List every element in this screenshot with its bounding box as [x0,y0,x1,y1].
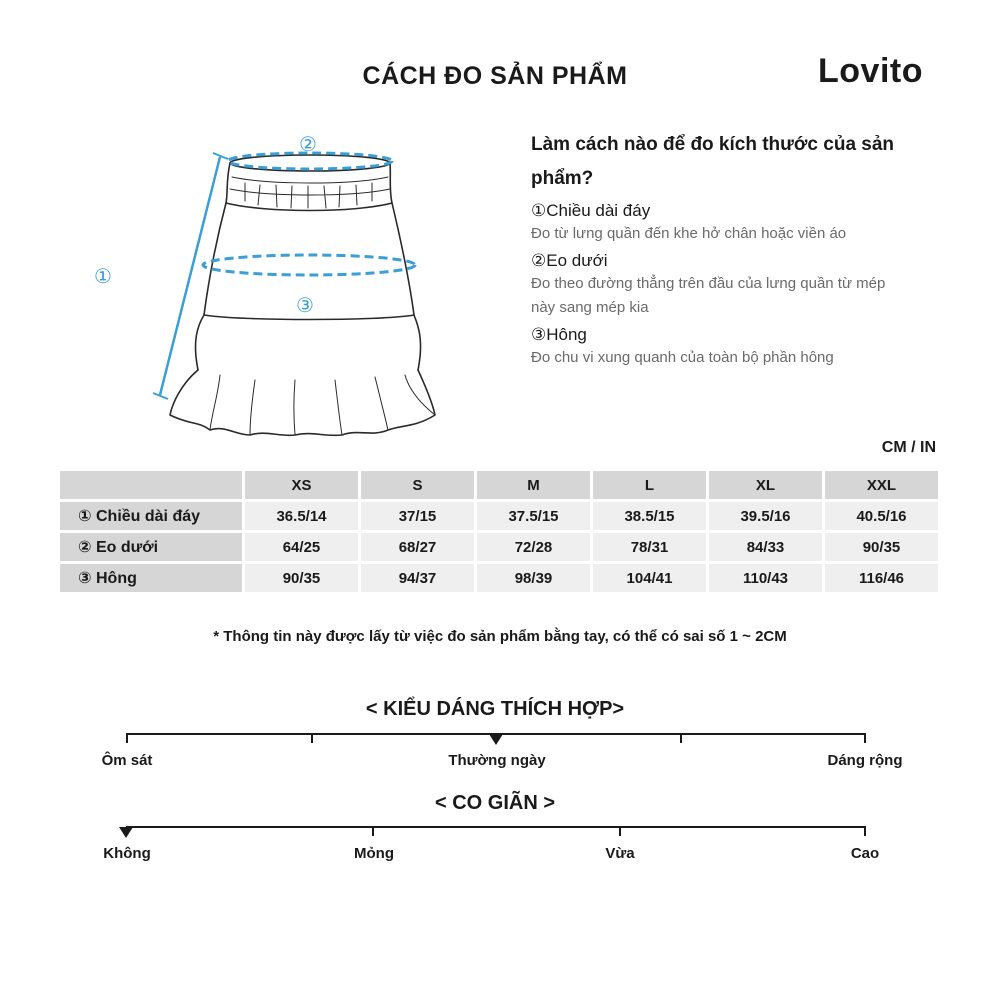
table-cell: 72/28 [477,533,590,561]
guide-item-desc: Đo chu vi xung quanh của toàn bộ phần hông [531,349,834,366]
marker-length: ① [94,266,112,288]
size-table [57,468,941,595]
unit-label: CM / IN [881,439,936,456]
row-label: ① Chiều dài đáy [60,502,242,530]
stretch-label-slight: Mỏng [354,845,394,862]
length-guide [160,157,220,395]
guide-item-waist [531,250,951,320]
size-header-xl: XL [709,471,822,499]
table-cell: 78/31 [593,533,706,561]
stretch-label-high: Cao [850,845,880,862]
marker-hip: ③ [296,295,314,317]
fit-label-tight: Ôm sát [101,752,153,769]
table-cell: 64/25 [245,533,358,561]
measurement-guide [531,128,951,370]
page-title: CÁCH ĐO SẢN PHẨM [362,62,628,90]
table-row [60,564,938,592]
table-cell: 98/39 [477,564,590,592]
table-row [60,533,938,561]
table-cell: 94/37 [361,564,474,592]
row-label: ③ Hông [60,564,242,592]
table-cell: 39.5/16 [709,502,822,530]
row-label: ② Eo dưới [60,533,242,561]
stretch-scale-tick [372,826,374,836]
stretch-scale-line [126,826,866,828]
size-header-l: L [593,471,706,499]
measurement-guides [153,153,415,399]
stretch-scale-tick [864,826,866,836]
table-cell: 38.5/15 [593,502,706,530]
size-header-row [60,471,938,499]
table-cell: 37.5/15 [477,502,590,530]
fit-scale-tick [680,733,682,743]
stretch-scale-marker [119,827,133,838]
fit-scale-tick [126,733,128,743]
guide-item-hip [531,324,951,370]
table-cell: 37/15 [361,502,474,530]
stretch-label-none: Không [103,845,151,862]
skirt-measurement-figure [80,125,440,455]
table-cell: 40.5/16 [825,502,938,530]
stretch-scale-title: < CO GIÃN > [434,792,556,814]
guide-item-desc: Đo từ lưng quần đến khe hở chân hoặc viền áo [531,225,847,242]
fit-label-loose: Dáng rộng [827,752,903,769]
table-cell: 90/35 [245,564,358,592]
table-cell: 68/27 [361,533,474,561]
table-row [60,502,938,530]
table-cell: 116/46 [825,564,938,592]
measurement-note: * Thông tin này được lấy từ việc đo sản phẩm bằng tay, có thể có sai số 1 ~ 2CM [213,628,787,645]
fit-scale-marker [489,734,503,745]
guide-item-title: ①Chiều dài đáy [531,201,651,220]
size-header-xs: XS [245,471,358,499]
guide-item-desc: Đo theo đường thẳng trên đầu của lưng quần từ mép này sang mép kia [531,275,886,316]
skirt-illustration [80,125,440,455]
table-cell: 90/35 [825,533,938,561]
fit-scale-title: < KIỂU DÁNG THÍCH HỢP> [365,698,625,720]
table-cell: 84/33 [709,533,822,561]
table-cell: 104/41 [593,564,706,592]
guide-question: Làm cách nào để đo kích thước của sản phẩm? [531,134,895,189]
fit-label-regular: Thường ngày [448,752,546,769]
table-cell: 110/43 [709,564,822,592]
stretch-label-medium: Vừa [605,845,635,862]
stretch-scale-tick [619,826,621,836]
guide-item-length [531,200,951,246]
fit-scale-tick [864,733,866,743]
guide-item-title: ②Eo dưới [531,251,608,270]
header-blank-cell [60,471,242,499]
table-cell: 36.5/14 [245,502,358,530]
size-header-s: S [361,471,474,499]
size-header-xxl: XXL [825,471,938,499]
brand-logo: Lovito [818,52,923,90]
fit-scale-tick [311,733,313,743]
size-header-m: M [477,471,590,499]
guide-item-title: ③Hông [531,325,587,344]
marker-waist: ② [299,134,317,156]
hip-guide [203,255,415,275]
